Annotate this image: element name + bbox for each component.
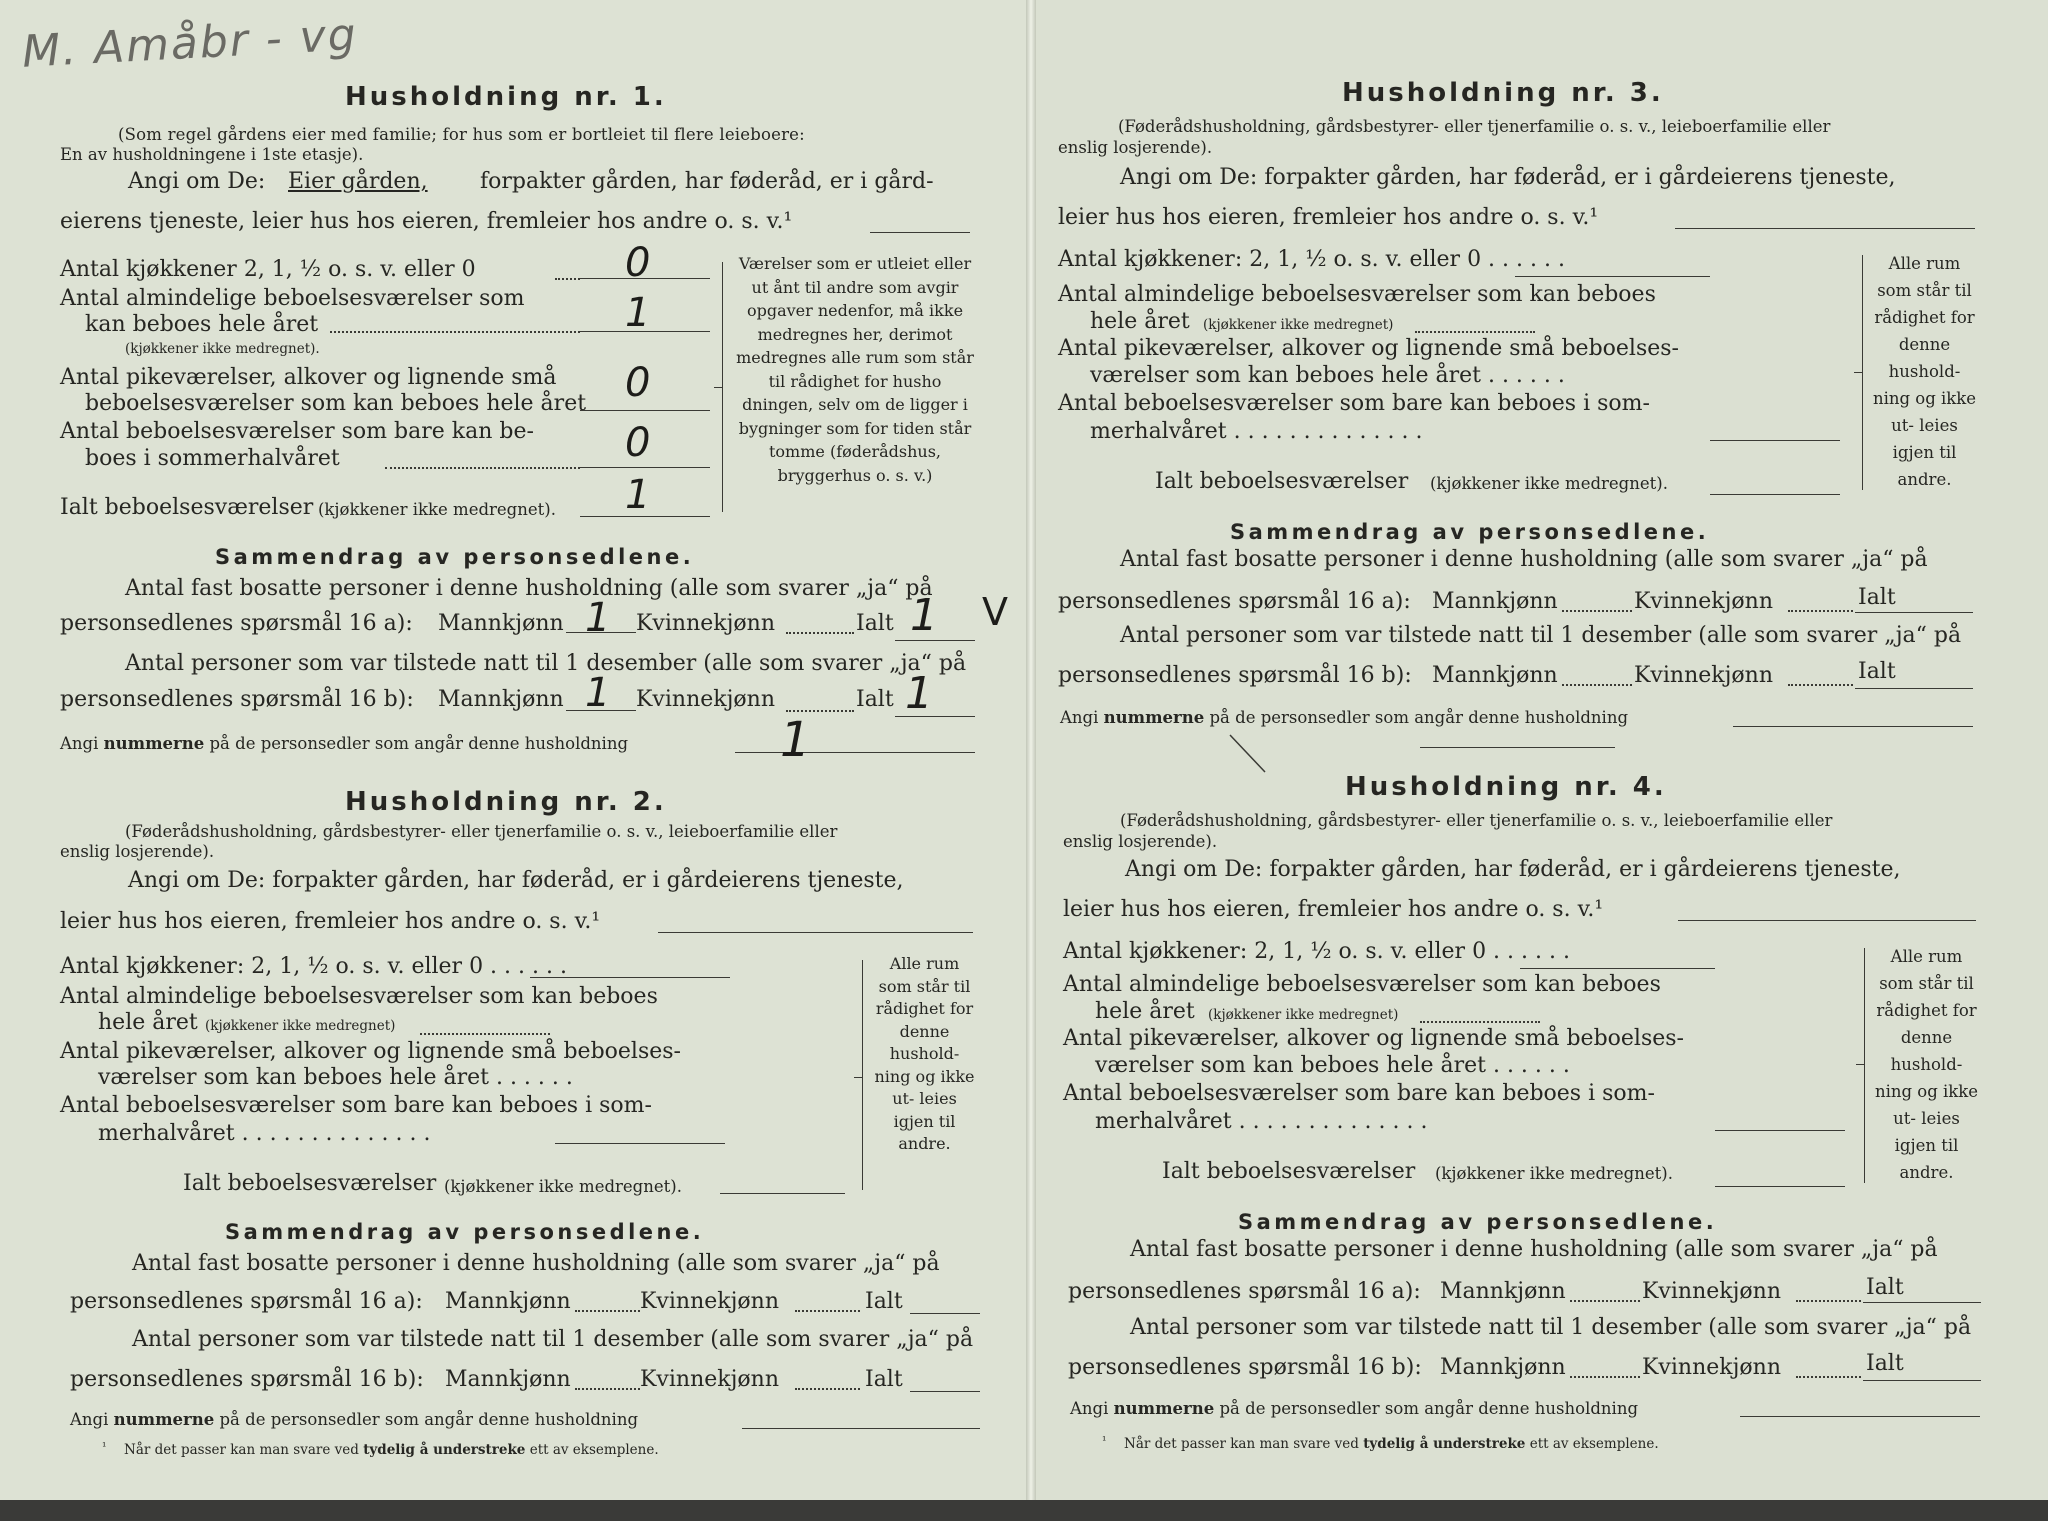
h4-fast-mann-label: Mannkjønn — [1440, 1279, 1566, 1304]
h3-angi-line1: Angi om De: forpakter gården, har føderåd, er i gårdeierens tjeneste, — [1120, 165, 1896, 190]
h3-tilstede-line2: personsedlenes spørsmål 16 b): — [1058, 663, 1412, 688]
h1-ialt-note: (kjøkkener ikke medregnet). — [318, 500, 556, 519]
left-footnote-1: Når det passer kan man svare ved — [124, 1442, 359, 1458]
h2-fast-ialt-label: Ialt — [865, 1289, 903, 1314]
left-footnote-mark: ¹ — [102, 1440, 107, 1453]
h1-fast-line2: personsedlenes spørsmål 16 a): — [60, 611, 413, 636]
right-footnote-1: Når det passer kan man svare ved — [1124, 1436, 1359, 1452]
h2-fast-ialt-line — [910, 1313, 980, 1314]
h3-tilstede-ialt-label: Ialt — [1858, 659, 1896, 684]
h1-angi-label: Angi om De: — [128, 169, 266, 194]
h1-fast-ialt-value: 1 — [910, 590, 938, 641]
h3-kjokken-label: Antal kjøkkener: 2, 1, ½ o. s. v. eller 0 . . . . . . — [1058, 247, 1565, 272]
h2-angi-nummer-bold: nummerne — [113, 1410, 215, 1429]
h1-fast-kvinne-label: Kvinnekjønn — [636, 611, 775, 636]
h1-nummer-line — [735, 752, 975, 753]
h3-angi-line2: leier hus hos eieren, fremleier hos andre o. s. v.¹ — [1058, 205, 1599, 230]
h2-nummer-line — [742, 1428, 980, 1429]
left-footnote-bold: tydelig å understreke — [363, 1442, 526, 1458]
h3-sommer-line2: merhalvåret . . . . . . . . . . . . . . — [1090, 419, 1423, 444]
h4-fast-kvinne-label: Kvinnekjønn — [1642, 1279, 1781, 1304]
h4-brace-tip — [1856, 1064, 1864, 1065]
h4-angi-line2: leier hus hos eieren, fremleier hos andre o. s. v.¹ — [1063, 897, 1604, 922]
h4-tilstede-kvinne-dots — [1796, 1376, 1861, 1378]
h1-sommer-dots — [385, 467, 580, 469]
h2-fast-kvinne-dots — [795, 1310, 860, 1312]
h3-sommer-line1: Antal beboelsesværelser som bare kan beboes i som- — [1058, 391, 1650, 416]
h1-pike-value: 0 — [625, 360, 651, 406]
h1-note-line2: En av husholdningene i 1ste etasje). — [60, 145, 364, 164]
h2-alm-note: (kjøkkener ikke medregnet) — [205, 1018, 396, 1034]
h3-fast-kvinne-label: Kvinnekjønn — [1634, 589, 1773, 614]
h4-angi-answer-line — [1678, 920, 1976, 921]
h3-summary-title: Sammendrag av personsedlene. — [1230, 520, 1710, 544]
h1-brace-tip — [714, 387, 722, 388]
h1-fast-mann-label: Mannkjønn — [438, 611, 564, 636]
h1-angi-nummer-bold: nummerne — [103, 734, 205, 753]
h3-ialt-note: (kjøkkener ikke medregnet). — [1430, 474, 1668, 493]
h3-tilstede-mann-dots — [1562, 684, 1632, 686]
right-footnote-mark: ¹ — [1102, 1434, 1107, 1447]
h1-nummer-value: 1 — [780, 712, 811, 768]
right-footnote-2: ett av eksemplene. — [1529, 1436, 1659, 1452]
h3-tilstede-mann-label: Mannkjønn — [1432, 663, 1558, 688]
h1-ialt-label: Ialt beboelsesværelser — [60, 495, 314, 520]
h1-angi-nummer — [60, 734, 628, 753]
h3-alm-note: (kjøkkener ikke medregnet) — [1203, 317, 1394, 333]
h4-sommer-line — [1715, 1130, 1845, 1131]
h1-sommer-line2: boes i sommerhalvåret — [85, 446, 340, 471]
h3-fast-mann-dots — [1562, 610, 1632, 612]
h3-tilstede-ialt-line — [1855, 688, 1973, 689]
h2-tilstede-ialt-label: Ialt — [865, 1367, 903, 1392]
h4-tilstede-ialt-label: Ialt — [1866, 1351, 1904, 1376]
h1-sommer-line1: Antal beboelsesværelser som bare kan be- — [60, 419, 534, 444]
h3-pike-line1: Antal pikeværelser, alkover og lignende små beboelses- — [1058, 336, 1679, 361]
h2-tilstede-line1: Antal personer som var tilstede natt til 1 desember (alle som svarer „ja“ på — [132, 1327, 974, 1352]
h4-ialt-line — [1715, 1186, 1845, 1187]
h2-fast-mann-label: Mannkjønn — [445, 1289, 571, 1314]
h4-kjokken-line — [1520, 968, 1715, 969]
h2-side-note: Alle rum som står til rådighet for denne hushold- ning og ikke ut- leies igjen til andre. — [874, 954, 975, 1153]
h1-sommer-line — [580, 467, 710, 468]
h4-tilstede-line1: Antal personer som var tilstede natt til 1 desember (alle som svarer „ja“ på — [1130, 1315, 1972, 1340]
h4-ialt-label: Ialt beboelsesværelser — [1162, 1159, 1416, 1184]
h1-pike-line1: Antal pikeværelser, alkover og lignende små — [60, 365, 557, 390]
h2-tilstede-kvinne-label: Kvinnekjønn — [640, 1367, 779, 1392]
h2-title: Husholdning nr. 2. — [345, 787, 667, 817]
h3-tilstede-kvinne-label: Kvinnekjønn — [1634, 663, 1773, 688]
h4-tilstede-mann-label: Mannkjønn — [1440, 1355, 1566, 1380]
h4-alm-note: (kjøkkener ikke medregnet) — [1208, 1007, 1399, 1023]
h4-angi-nummer-bold: nummerne — [1113, 1399, 1215, 1418]
h2-angi-nummer-1: Angi — [70, 1410, 109, 1429]
h2-sommer-line1: Antal beboelsesværelser som bare kan beboes i som- — [60, 1093, 652, 1118]
h4-note-line1: (Føderådshusholdning, gårdsbestyrer- eller tjenerfamilie o. s. v., leieboerfamilie eller — [1120, 811, 1833, 830]
h3-tilstede-line1: Antal personer som var tilstede natt til 1 desember (alle som svarer „ja“ på — [1120, 623, 1962, 648]
h2-summary-title: Sammendrag av personsedlene. — [225, 1220, 705, 1244]
h3-angi-answer-line — [1675, 228, 1975, 229]
left-footnote — [124, 1442, 659, 1458]
h2-brace — [862, 960, 863, 1190]
h3-brace — [1862, 255, 1863, 490]
scan-bottom-edge — [0, 1500, 2048, 1521]
h2-pike-line2: værelser som kan beboes hele året . . . . . . — [98, 1065, 573, 1090]
h1-alm-line2: kan beboes hele året — [85, 312, 319, 337]
h1-side-note: Værelser som er utleiet eller ut ånt til andre som avgir opgaver nedenfor, må ikke medregnes her, derimot medregnes alle rum som står til rådighet for husho dningen, selv om de ligger i bygninger som for tiden står tomme (føderådshus, bryggerhus o. s. v.) — [736, 254, 974, 485]
h3-ialt-line — [1710, 494, 1840, 495]
h3-fast-ialt-line — [1855, 612, 1973, 613]
h1-note-line1: (Som regel gårdens eier med familie; for hus som er bortleiet til flere leieboere: — [118, 125, 805, 144]
h1-tilstede-mann-label: Mannkjønn — [438, 687, 564, 712]
h1-ialt-value: 1 — [625, 472, 651, 518]
h2-angi-line1: Angi om De: forpakter gården, har føderåd, er i gårdeierens tjeneste, — [128, 868, 904, 893]
h4-nummer-line — [1740, 1416, 1980, 1417]
page-gutter — [1026, 0, 1036, 1521]
h3-nummer-line — [1733, 726, 1973, 727]
h3-angi-nummer-bold: nummerne — [1103, 708, 1205, 727]
h1-tilstede-mann-value: 1 — [585, 670, 611, 716]
h2-fast-kvinne-label: Kvinnekjønn — [640, 1289, 779, 1314]
h1-brace — [722, 262, 723, 512]
h3-fast-kvinne-dots — [1788, 610, 1853, 612]
h3-alm-dots — [1415, 331, 1535, 333]
h3-angi-nummer-2: på de personsedler som angår denne husholdning — [1209, 708, 1629, 727]
h4-tilstede-mann-dots — [1570, 1376, 1640, 1378]
h1-fast-kvinne-dots — [786, 632, 854, 634]
h1-angi-rest: forpakter gården, har føderåd, er i gård- — [480, 169, 934, 194]
h4-alm-line1: Antal almindelige beboelsesværelser som kan beboes — [1063, 972, 1661, 997]
h2-tilstede-mann-label: Mannkjønn — [445, 1367, 571, 1392]
h3-fast-mann-label: Mannkjønn — [1432, 589, 1558, 614]
h2-fast-line2: personsedlenes spørsmål 16 a): — [70, 1289, 423, 1314]
h1-tilstede-ialt-value: 1 — [905, 668, 933, 719]
h3-note-line1: (Føderådshusholdning, gårdsbestyrer- eller tjenerfamilie o. s. v., leieboerfamilie eller — [1118, 117, 1831, 136]
h3-pike-line2: værelser som kan beboes hele året . . . . . . — [1090, 363, 1565, 388]
h2-tilstede-ialt-line — [910, 1391, 980, 1392]
h3-fast-line1: Antal fast bosatte personer i denne husholdning (alle som svarer „ja“ på — [1120, 547, 1928, 572]
h1-alm-value: 1 — [625, 290, 651, 336]
h4-pike-line2: værelser som kan beboes hele året . . . . . . — [1095, 1053, 1570, 1078]
h2-pike-line1: Antal pikeværelser, alkover og lignende små beboelses- — [60, 1039, 681, 1064]
h4-summary-title: Sammendrag av personsedlene. — [1238, 1210, 1718, 1234]
h1-kjokken-value: 0 — [625, 240, 651, 286]
h4-note-line2: enslig losjerende). — [1063, 832, 1218, 851]
handwritten-header: M. Amåbr - vg — [20, 9, 359, 78]
h1-alm-dots — [330, 331, 580, 333]
h2-angi-nummer — [70, 1410, 638, 1429]
h1-fast-ialt-label: Ialt — [856, 611, 894, 636]
h3-ialt-label: Ialt beboelsesværelser — [1155, 469, 1409, 494]
h1-tilstede-kvinne-label: Kvinnekjønn — [636, 687, 775, 712]
h3-angi-nummer — [1060, 708, 1628, 727]
h2-tilstede-line2: personsedlenes spørsmål 16 b): — [70, 1367, 424, 1392]
h4-title: Husholdning nr. 4. — [1345, 772, 1667, 802]
h4-fast-line1: Antal fast bosatte personer i denne husholdning (alle som svarer „ja“ på — [1130, 1237, 1938, 1262]
h2-brace-tip — [854, 1077, 862, 1078]
h1-pike-line — [580, 410, 710, 411]
h1-tilstede-line2: personsedlenes spørsmål 16 b): — [60, 687, 414, 712]
h2-note-line1: (Føderådshusholdning, gårdsbestyrer- eller tjenerfamilie o. s. v., leieboerfamilie eller — [125, 822, 838, 841]
h3-fast-ialt-label: Ialt — [1858, 585, 1896, 610]
h2-sommer-line2: merhalvåret . . . . . . . . . . . . . . — [98, 1121, 431, 1146]
h4-fast-mann-dots — [1570, 1300, 1640, 1302]
h3-tilstede-kvinne-dots — [1788, 684, 1853, 686]
h4-alm-line2: hele året — [1095, 999, 1195, 1024]
h1-angi-line2: eierens tjeneste, leier hus hos eieren, fremleier hos andre o. s. v.¹ — [60, 209, 793, 234]
left-footnote-2: ett av eksemplene. — [529, 1442, 659, 1458]
h2-fast-line1: Antal fast bosatte personer i denne husholdning (alle som svarer „ja“ på — [132, 1251, 940, 1276]
h2-kjokken-line — [530, 977, 730, 978]
h1-fast-mann-value: 1 — [585, 595, 611, 641]
h2-tilstede-mann-dots — [575, 1388, 640, 1390]
h1-check-mark: V — [982, 590, 1008, 634]
h4-sommer-line1: Antal beboelsesværelser som bare kan beboes i som- — [1063, 1081, 1655, 1106]
h4-alm-dots — [1420, 1021, 1540, 1023]
h1-alm-line3: (kjøkkener ikke medregnet). — [125, 341, 320, 357]
h1-kjokken-dots — [555, 278, 580, 280]
h4-side-note: Alle rum som står til rådighet for denne hushold- ning og ikke ut- leies igjen til andre. — [1874, 947, 1979, 1182]
h2-alm-dots — [420, 1033, 550, 1035]
h4-angi-nummer — [1070, 1399, 1638, 1418]
h4-angi-line1: Angi om De: forpakter gården, har føderåd, er i gårdeierens tjeneste, — [1125, 857, 1901, 882]
h4-kjokken-label: Antal kjøkkener: 2, 1, ½ o. s. v. eller 0 . . . . . . — [1063, 939, 1570, 964]
h1-angi-eier-garden: Eier gården, — [288, 169, 428, 194]
h3-brace-tip — [1854, 372, 1862, 373]
h4-sommer-line2: merhalvåret . . . . . . . . . . . . . . — [1095, 1109, 1428, 1134]
h1-tilstede-line1: Antal personer som var tilstede natt til 1 desember (alle som svarer „ja“ på — [125, 651, 967, 676]
h4-tilstede-line2: personsedlenes spørsmål 16 b): — [1068, 1355, 1422, 1380]
h4-pike-line1: Antal pikeværelser, alkover og lignende små beboelses- — [1063, 1026, 1684, 1051]
h1-pike-line2: beboelsesværelser som kan beboes hele året — [85, 391, 587, 416]
h3-title: Husholdning nr. 3. — [1342, 78, 1664, 108]
h1-summary-title: Sammendrag av personsedlene. — [215, 545, 695, 569]
h3-alm-line1: Antal almindelige beboelsesværelser som kan beboes — [1058, 282, 1656, 307]
h4-angi-nummer-1: Angi — [1070, 1399, 1109, 1418]
h3-angi-nummer-1: Angi — [1060, 708, 1099, 727]
h1-title: Husholdning nr. 1. — [345, 82, 667, 112]
h1-angi-nummer-1: Angi — [60, 734, 99, 753]
h2-angi-nummer-2: på de personsedler som angår denne husholdning — [219, 1410, 639, 1429]
h1-alm-line1: Antal almindelige beboelsesværelser som — [60, 286, 525, 311]
h3-fast-line2: personsedlenes spørsmål 16 a): — [1058, 589, 1411, 614]
h2-note-line2: enslig losjerende). — [60, 842, 215, 861]
h2-angi-answer-line — [658, 932, 973, 933]
h4-tilstede-kvinne-label: Kvinnekjønn — [1642, 1355, 1781, 1380]
h2-ialt-label: Ialt beboelsesværelser — [183, 1171, 437, 1196]
h2-ialt-line — [720, 1193, 845, 1194]
h3-side-note: Alle rum som står til rådighet for denne hushold- ning og ikke ut- leies igjen til andre. — [1872, 254, 1977, 489]
h4-ialt-note: (kjøkkener ikke medregnet). — [1435, 1164, 1673, 1183]
h1-sommer-value: 0 — [625, 420, 651, 466]
h3-kjokken-line — [1515, 276, 1710, 277]
h3-alm-line2: hele året — [1090, 309, 1190, 334]
h2-alm-line2: hele året — [98, 1010, 198, 1035]
h4-tilstede-ialt-line — [1863, 1380, 1981, 1381]
h2-fast-mann-dots — [575, 1310, 640, 1312]
h1-fast-line1: Antal fast bosatte personer i denne husholdning (alle som svarer „ja“ på — [125, 576, 933, 601]
h1-angi-answer-line — [870, 232, 970, 233]
h3-separator — [1420, 747, 1615, 748]
right-footnote — [1124, 1436, 1659, 1452]
right-footnote-bold: tydelig å understreke — [1363, 1436, 1526, 1452]
h4-angi-nummer-2: på de personsedler som angår denne husholdning — [1219, 1399, 1639, 1418]
h3-note-line2: enslig losjerende). — [1058, 138, 1213, 157]
h4-fast-kvinne-dots — [1796, 1300, 1861, 1302]
h4-fast-ialt-label: Ialt — [1866, 1275, 1904, 1300]
h1-angi-nummer-2: på de personsedler som angår denne husholdning — [209, 734, 629, 753]
h2-tilstede-kvinne-dots — [795, 1388, 860, 1390]
h4-fast-ialt-line — [1863, 1302, 1981, 1303]
h2-sommer-line — [555, 1143, 725, 1144]
h2-alm-line1: Antal almindelige beboelsesværelser som kan beboes — [60, 984, 658, 1009]
h2-ialt-note: (kjøkkener ikke medregnet). — [444, 1177, 682, 1196]
h1-kjokken-label: Antal kjøkkener 2, 1, ½ o. s. v. eller 0 — [60, 257, 476, 282]
h3-sommer-line — [1710, 440, 1840, 441]
h4-fast-line2: personsedlenes spørsmål 16 a): — [1068, 1279, 1421, 1304]
h2-kjokken-label: Antal kjøkkener: 2, 1, ½ o. s. v. eller 0 . . . . . . — [60, 954, 567, 979]
h1-tilstede-ialt-label: Ialt — [856, 687, 894, 712]
h4-brace — [1864, 948, 1865, 1183]
h2-angi-line2: leier hus hos eieren, fremleier hos andre o. s. v.¹ — [60, 909, 601, 934]
